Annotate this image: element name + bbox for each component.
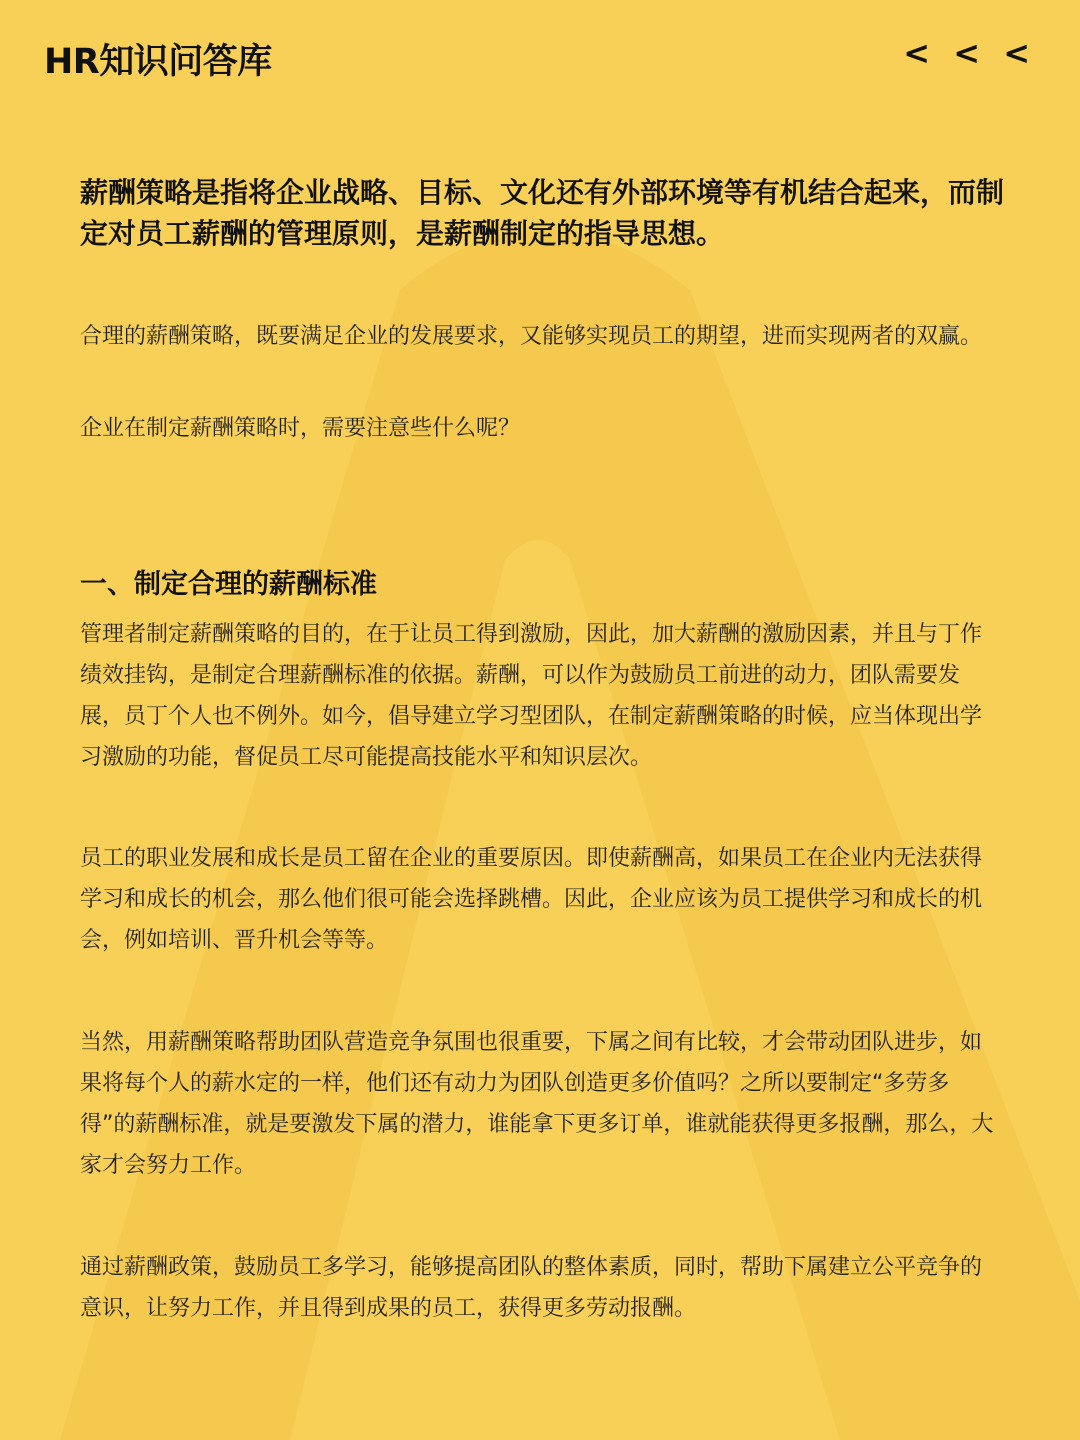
page-title: HR知识问答库 — [44, 42, 272, 82]
section-heading: 一、制定合理的薪酬标准 — [80, 569, 377, 600]
section-paragraph: 员工的职业发展和成长是员工留在企业的重要原因。即使薪酬高，如果员工在企业内无法获得学习和成长的机会，那么他们很可能会选择跳槽。因此，企业应该为员工提供学习和成长的机会，例如培训、晋升机会等等。 — [80, 846, 983, 953]
section-paragraph: 当然，用薪酬策略帮助团队营造竞争氛围也很重要，下属之间有比较，才会带动团队进步，如果将每个人的薪水定的一样，他们还有动力为团队创造更多价值吗？之所以要制定“多劳多得”的薪酬标准，就是要激发下属的潜力，谁能拿下更多订单，谁就能获得更多报酬，那么，大家才会努力工作。 — [80, 1030, 994, 1178]
section-paragraph: 通过薪酬政策，鼓励员工多学习，能够提高团队的整体素质，同时，帮助下属建立公平竞争的意识，让努力工作，并且得到成果的员工，获得更多劳动报酬。 — [80, 1255, 983, 1321]
intro-lead: 薪酬策略是指将企业战略、目标、文化还有外部环境等有机结合起来，而制定对员工薪酬的管理原则，是薪酬制定的指导思想。 — [80, 176, 1005, 250]
intro-question: 企业在制定薪酬策略时，需要注意些什么呢？ — [80, 416, 521, 441]
back-chevron-icon[interactable]: < < < — [903, 34, 1036, 72]
section-paragraph: 管理者制定薪酬策略的目的，在于让员工得到激励，因此，加大薪酬的激励因素，并且与丁作绩效挂钩，是制定合理薪酬标准的依据。薪酬，可以作为鼓励员工前进的动力，团队需要发展，员丁个人也不例外。如今，倡导建立学习型团队，在制定薪酬策略的时候，应当体现出学习激励的功能，督促员工尽可能提高技能水平和知识层次。 — [80, 622, 983, 770]
intro-paragraph: 合理的薪酬策略，既要满足企业的发展要求，又能够实现员工的期望，进而实现两者的双赢。 — [80, 324, 983, 349]
